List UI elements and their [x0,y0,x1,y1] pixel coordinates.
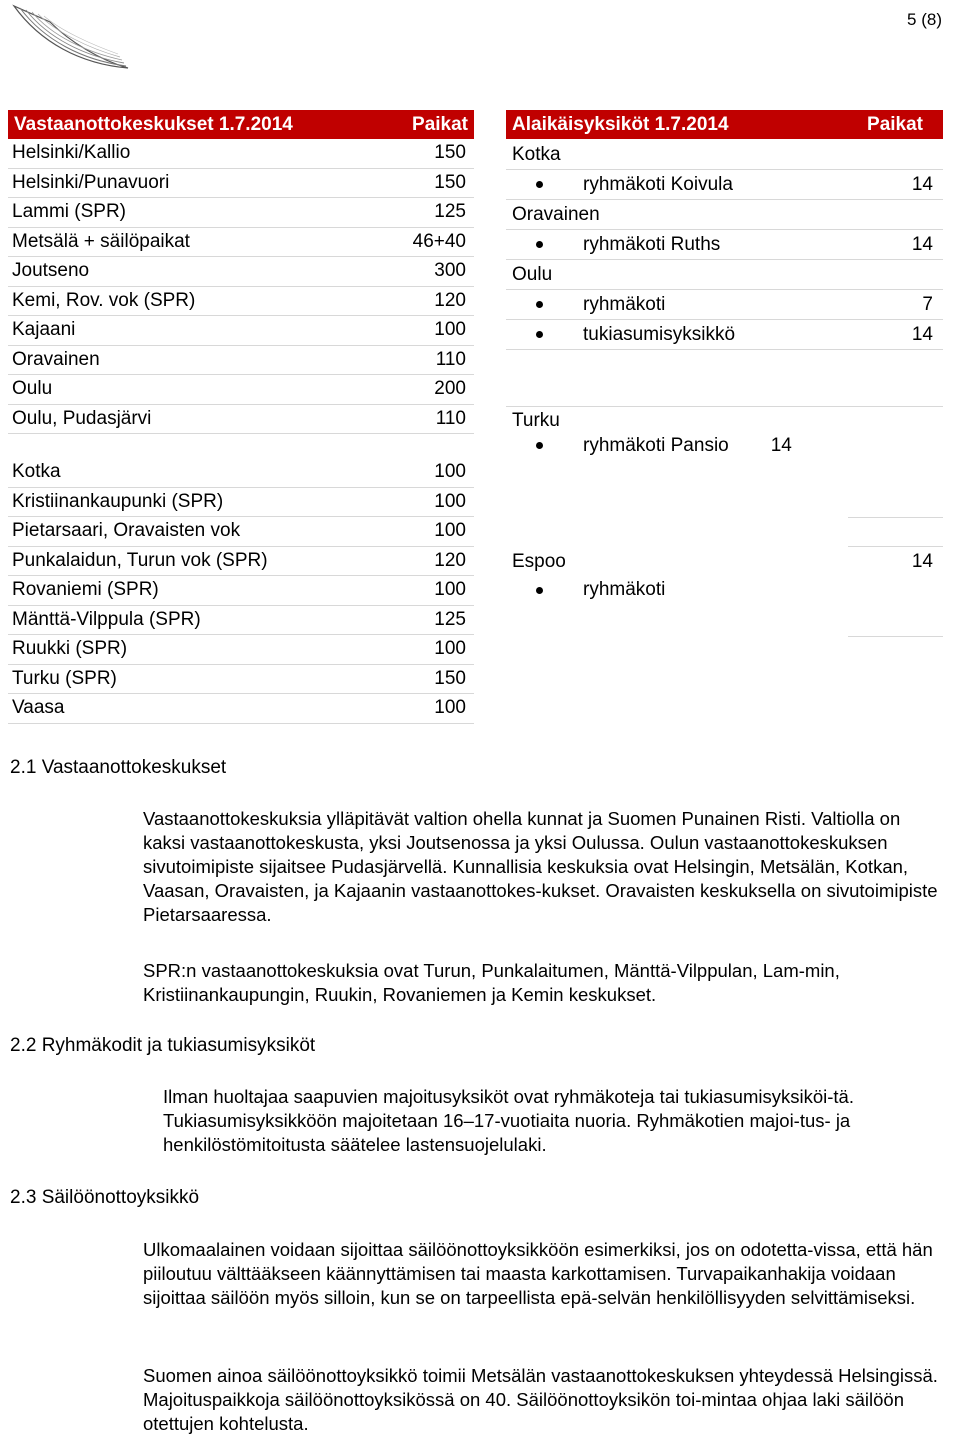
table-row [8,198,474,228]
unit-koivula-places: 14 [911,173,933,195]
table-row [506,408,943,433]
table-row [8,287,474,317]
table-row [8,635,474,665]
section-2-2-paragraph-1: Ilman huoltajaa saapuvien majoitusyksiköt ovat ryhmäkoteja tai tukiasumisyksiköi-tä. Tukiasumisyksikköön majoitetaan 16–17-vuotiaita nuoria. Ryhmäkotien majoi-tus- ja henkilöstömitoitusta säätelee lastensuojelulaki. [163,1086,854,1155]
table-row [8,458,474,488]
table-row [8,316,474,346]
center-places: 100 [434,319,466,341]
bullet-icon [536,181,543,188]
table-row [506,290,943,319]
header-title: Vastaanottokeskukset 1.7.2014 [14,113,293,135]
center-name: Helsinki/Punavuori [12,171,170,193]
center-places: 100 [434,579,466,601]
center-name: Joutseno [12,260,90,282]
table-row [8,606,474,636]
center-places: 100 [434,520,466,542]
unit-ruths: ryhmäkoti Ruths [583,233,721,255]
center-name: Ruukki (SPR) [12,638,128,660]
bullet-icon [536,241,543,248]
city-oravainen: Oravainen [512,203,600,225]
section-2-3-paragraph-2: Suomen ainoa säilöönottoyksikkö toimii Metsälän vastaanottokeskuksen yhteydessä Helsingissä. Majoituspaikkoja säilöönottoyksikössä on 40. Säilöönottoyksikön toi-mintaa ohjaa laki säilöön otettujen kohtelusta. [143,1365,938,1434]
center-places: 100 [434,490,466,512]
center-places: 100 [434,638,466,660]
page-number: 5 (8) [907,10,942,29]
table-row [8,488,474,518]
center-places: 150 [434,171,466,193]
section-heading-2-3: 2.3 Säilöönottoyksikkö [10,1187,200,1208]
center-places: 110 [435,348,466,370]
center-places: 125 [434,608,466,630]
city-turku: Turku [512,409,560,431]
table-row [8,169,474,199]
center-name: Lammi (SPR) [12,201,127,223]
table-row [506,170,943,199]
header-places: Paikat [412,113,468,135]
center-places: 200 [434,378,466,400]
center-name: Kajaani [12,319,76,341]
table-row [8,547,474,577]
bullet-icon [536,442,543,449]
table-row [8,139,474,169]
center-name: Oravainen [12,348,100,370]
unit-oulu-group-home-places: 7 [922,293,933,315]
table-row [8,665,474,695]
unit-pansio: ryhmäkoti Pansio [583,434,729,456]
section-2-1-paragraph-1: Vastaanottokeskuksia ylläpitävät valtion ohella kunnat ja Suomen Punainen Risti. Valtiolla on kaksi vastaanottokeskusta, yksi Joutsenossa ja yksi Oulussa. Oulun vastaanottokeskuksen sivutoimipiste sijaitsee Pudasjärvellä. Kunnallisia keskuksia ovat Helsingin, Metsälän, Kotkan, Vaasan, Oravaisten, ja Kajaanin vastaanottokes-kukset. Oravaisten keskuksella on sivutoimipiste Pietarsaaressa. [143,808,938,925]
center-places: 100 [434,461,466,483]
table-row [8,517,474,547]
center-places: 150 [434,142,466,164]
table-row [506,200,943,229]
espoo-places: 14 [911,551,933,572]
bullet-icon [536,301,543,308]
section-heading-2-2: 2.2 Ryhmäkodit ja tukiasumisyksiköt [10,1035,316,1056]
center-name: Oulu [12,378,53,400]
center-places: 125 [434,201,466,223]
table-row [506,140,943,169]
unit-oulu-support: tukiasumisyksikkö [583,323,736,345]
center-name: Oulu, Pudasjärvi [12,407,152,429]
unit-pansio-places: 14 [770,434,792,456]
center-places: 300 [434,260,466,282]
center-name: Turku (SPR) [12,667,117,689]
center-places: 120 [434,289,466,311]
table-row [506,230,943,259]
center-places: 150 [434,667,466,689]
center-name: Helsinki/Kallio [12,142,131,164]
table-row [8,228,474,258]
unit-oulu-group-home: ryhmäkoti [583,293,666,315]
city-kotka: Kotka [512,143,561,165]
minor-units-table [506,110,943,650]
city-oulu: Oulu [512,263,553,285]
table-row [506,260,943,289]
center-name: Vaasa [12,697,65,719]
table-row [8,375,474,405]
table-row [506,548,943,576]
header-title: Alaikäisyksiköt 1.7.2014 [512,113,729,135]
center-places: 46+40 [412,230,466,252]
table-row [8,257,474,287]
center-places: 120 [434,549,466,571]
table-row [506,576,943,604]
reception-centers-table [8,110,474,724]
center-name: Kemi, Rov. vok (SPR) [12,289,196,311]
center-places: 110 [435,407,466,429]
city-espoo: Espoo [512,551,566,572]
bullet-icon [536,587,543,594]
center-name: Punkalaidun, Turun vok (SPR) [12,549,268,571]
table-header [8,110,474,139]
section-heading-2-1: 2.1 Vastaanottokeskukset [10,757,227,778]
unit-ruths-places: 14 [911,233,933,255]
table-row [8,405,474,435]
center-name: Metsälä + säilöpaikat [12,230,190,252]
wing-logo-icon [10,2,130,72]
unit-oulu-support-places: 14 [911,323,933,345]
unit-espoo-group-home: ryhmäkoti [583,579,666,600]
table-header [506,110,943,139]
table-row [8,694,474,724]
center-name: Kristiinankaupunki (SPR) [12,490,224,512]
header-places: Paikat [867,113,923,135]
bullet-icon [536,331,543,338]
section-2-3-paragraph-1: Ulkomaalainen voidaan sijoittaa säilöönottoyksikköön esimerkiksi, jos on odotetta-vissa, että hän piiloutuu välttääkseen käännyttämisen tai maasta karkottamisen. Turvapaikanhakija voidaan sijoittaa säilöön myös silloin, kun se on tarpeellista epä-selvän henkilöllisyyden selvittämiseksi. [143,1239,933,1308]
section-2-1-paragraph-2: SPR:n vastaanottokeskuksia ovat Turun, Punkalaitumen, Mänttä-Vilppulan, Lam-min, Kristiinankaupungin, Ruukin, Rovaniemen ja Kemin keskukset. [143,960,840,1005]
center-places: 100 [434,697,466,719]
unit-koivula: ryhmäkoti Koivula [583,173,733,195]
table-row [506,320,943,349]
center-name: Pietarsaari, Oravaisten vok [12,520,241,542]
center-name: Rovaniemi (SPR) [12,579,159,601]
center-name: Mänttä-Vilppula (SPR) [12,608,201,630]
table-row [8,576,474,606]
table-row [8,346,474,376]
center-name: Kotka [12,461,61,483]
table-row [506,433,943,458]
